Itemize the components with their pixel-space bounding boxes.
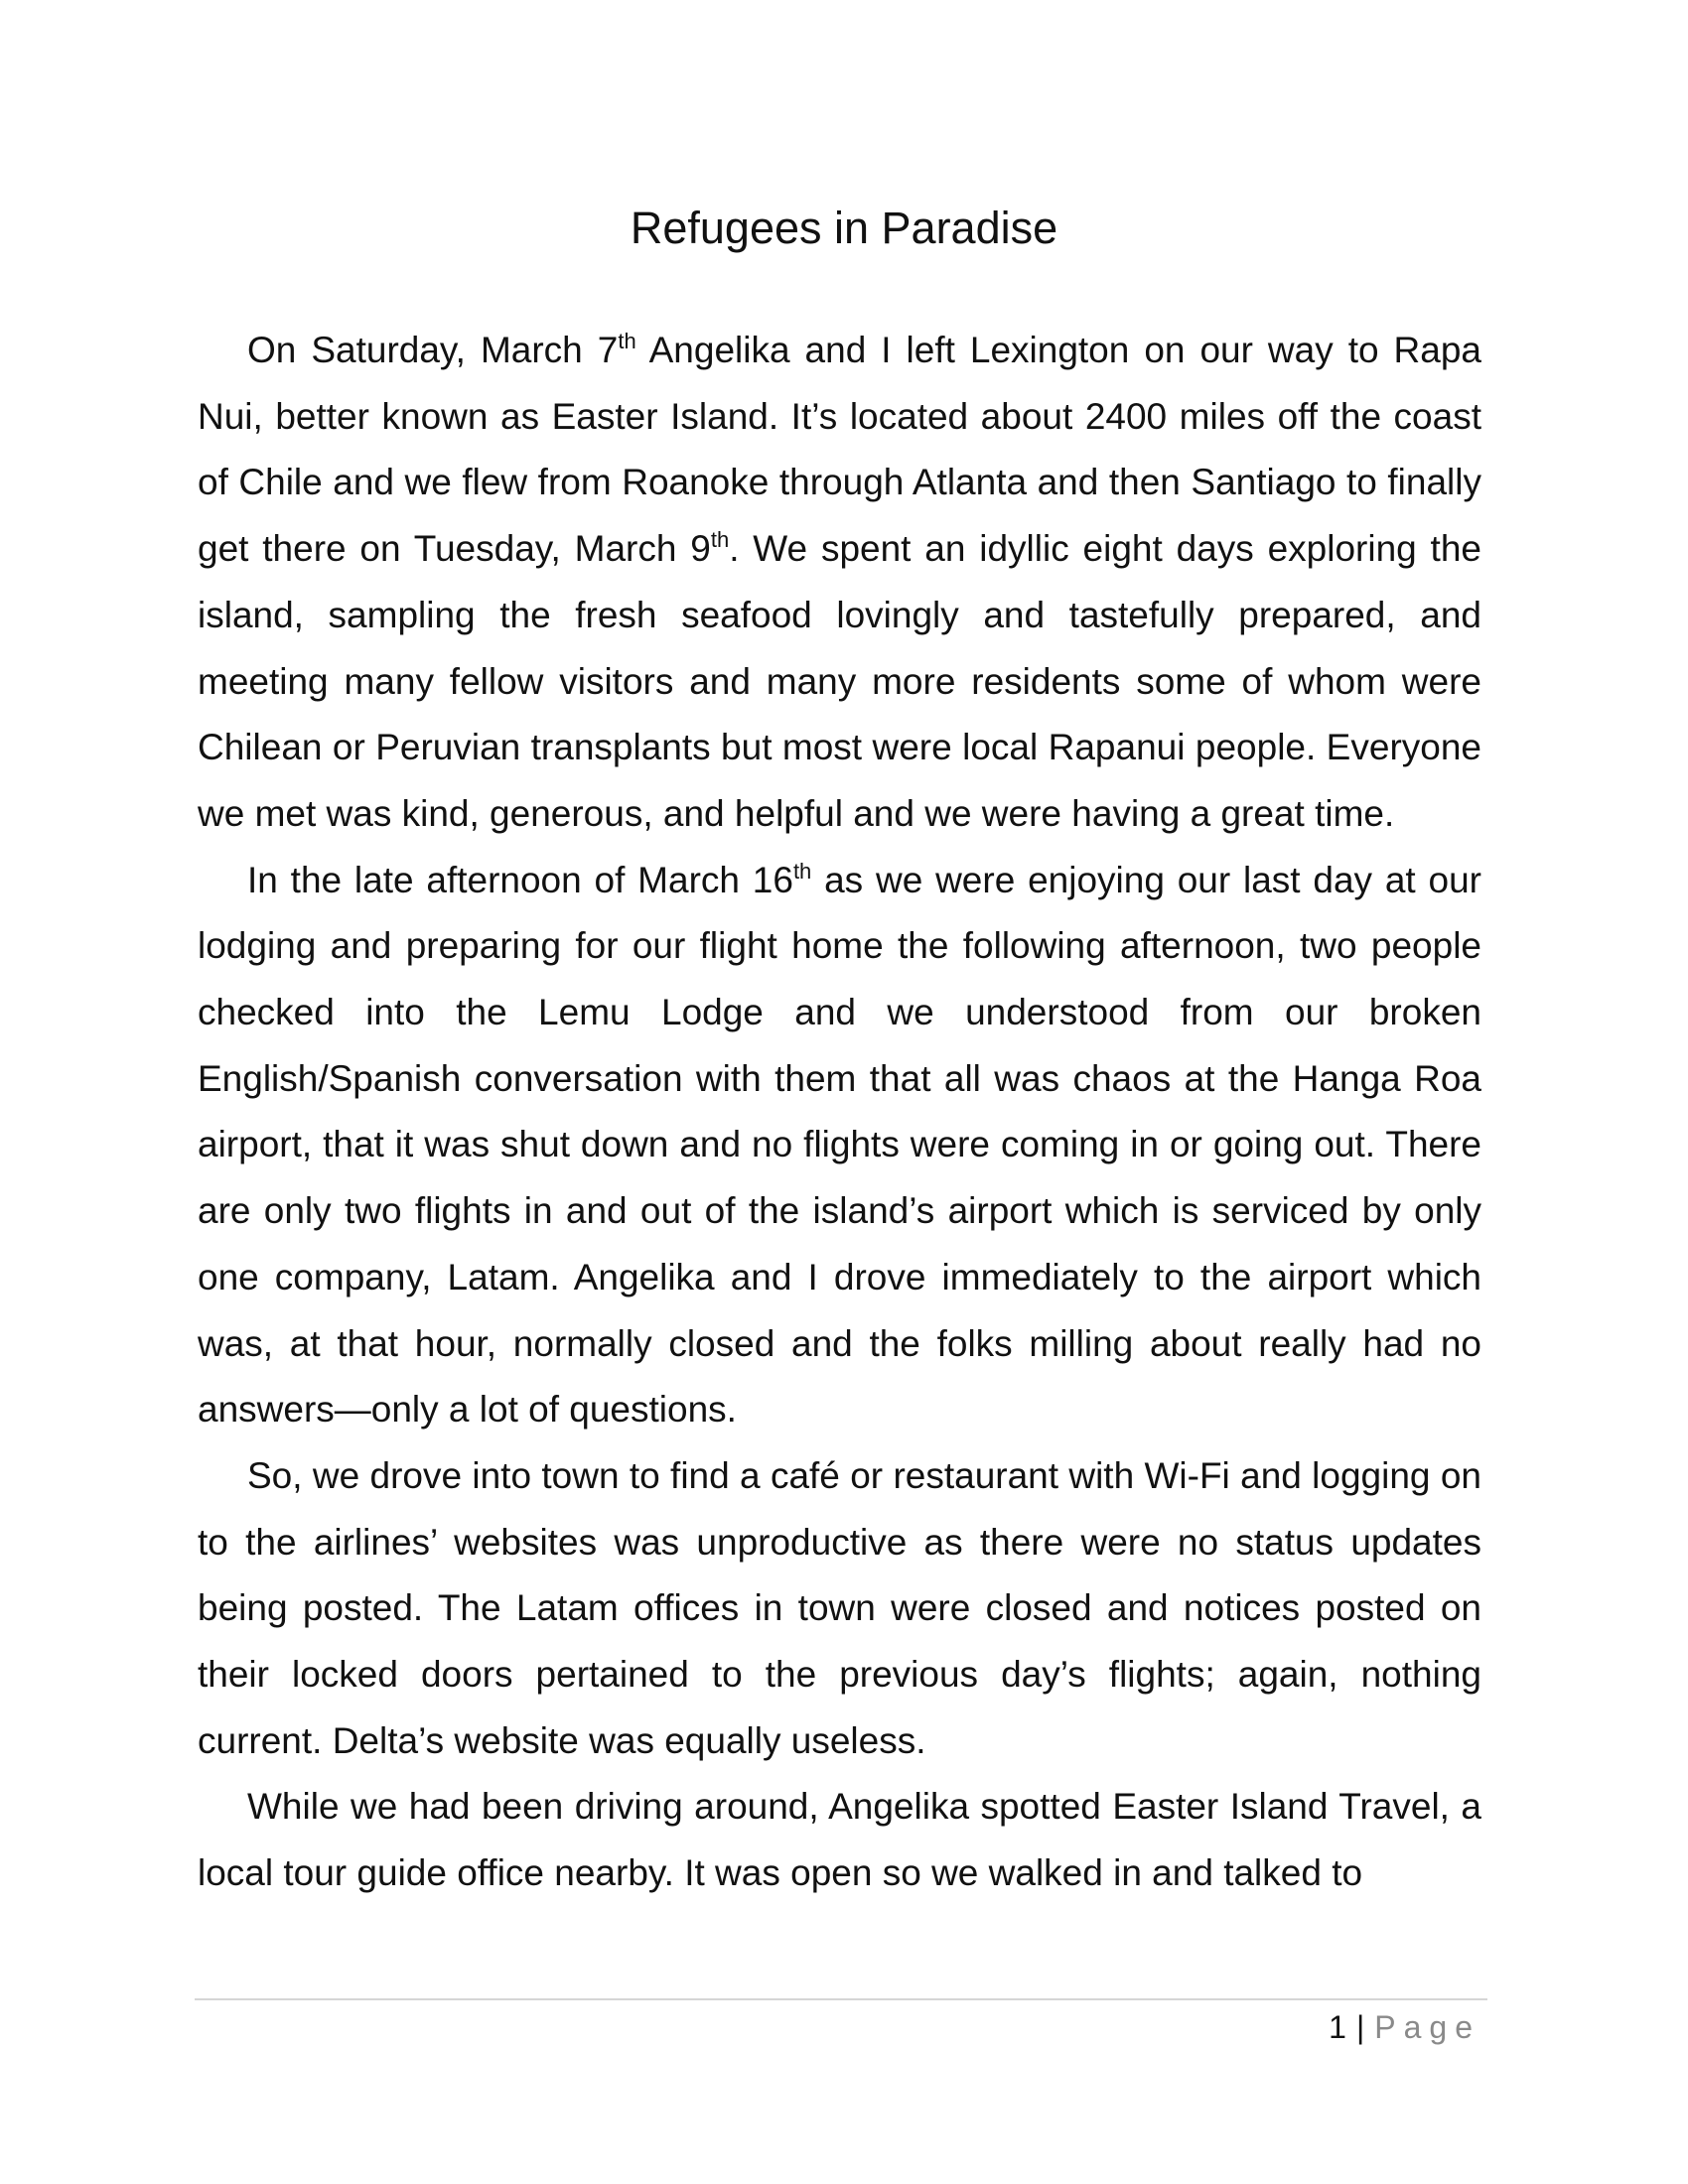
body-paragraph [198, 318, 1481, 848]
paragraph-text: So, we drove into town to find a café or restaurant with Wi-Fi and logging on to the airlines’ websites was unproductive as there were no status updates being posted. The Latam offices in town were closed and notices posted on their locked doors pertained to the previous day’s flights; again, nothing current. Delta’s website was equally useless. [198, 1454, 1481, 1761]
ordinal-suffix: th [710, 527, 730, 553]
page-number: 1 [1329, 2009, 1346, 2045]
paragraph-text: While we had been driving around, Angelika spotted Easter Island Travel, a local tour guide office nearby. It was open so we walked in and talked to [198, 1786, 1481, 1894]
footer-separator: | [1355, 2009, 1365, 2045]
ordinal-suffix: th [618, 329, 636, 353]
paragraph-text: Angelika and I left Lexington on our way to Rapa Nui, better known as Easter Island. It’s located about 2400 miles off the coast of Chile and we flew from Roanoke through Atlanta and then Santiago to finally get there on Tuesday, March 9 [198, 330, 1482, 570]
body-paragraph [198, 1774, 1481, 1906]
page-label: Page [1374, 2009, 1480, 2045]
page-footer [1329, 2005, 1480, 2049]
paragraph-text: On Saturday, March 7 [247, 330, 619, 370]
document-title: Refugees in Paradise [630, 203, 1058, 253]
ordinal-suffix: th [792, 858, 812, 884]
body-paragraph [198, 848, 1481, 1443]
paragraph-text: In the late afternoon of March 16 [247, 859, 793, 900]
paragraph-text: as we were enjoying our last day at our lodging and preparing for our flight home the following afternoon, two people checked into the Lemu Lodge and we understood from our broken English/Spanish conversation with them that all was chaos at the Hanga Roa airport, that it was shut down and no flights were coming in or going out. There are only two flights in and out of the island’s airport which is serviced by only one company, Latam. Angelika and I drove immediately to the airport which was, at that hour, normally closed and the folks milling about really had no answers—only a lot of questions. [198, 859, 1481, 1431]
paragraph-text: . We spent an idyllic eight days exploring the island, sampling the fresh seafood lovingly and tastefully prepared, and meeting many fellow visitors and many more residents some of whom were Chilean or Peruvian transplants but most were local Rapanui people. Everyone we met was kind, generous, and helpful and we were having a great time. [198, 528, 1481, 834]
document-body [198, 318, 1481, 1907]
body-paragraph [198, 1443, 1481, 1775]
footer-divider [195, 1998, 1487, 2000]
